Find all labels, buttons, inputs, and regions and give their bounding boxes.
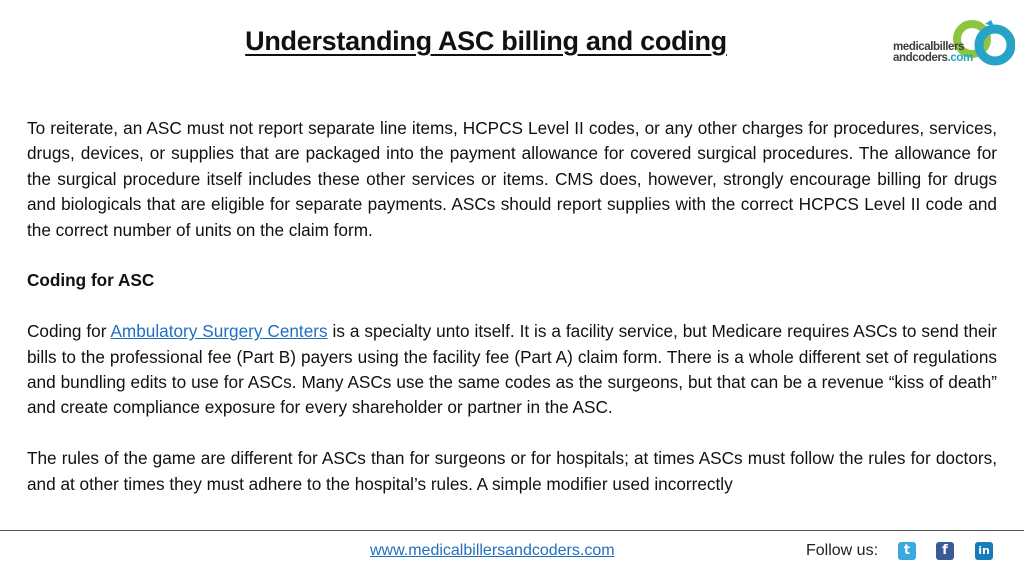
footer-website-link[interactable]: www.medicalbillersandcoders.com: [370, 542, 615, 559]
ambulatory-surgery-centers-link[interactable]: Ambulatory Surgery Centers: [110, 321, 328, 342]
brand-logo[interactable]: [893, 12, 1015, 74]
facebook-icon[interactable]: f: [936, 542, 954, 560]
linkedin-icon[interactable]: in: [975, 542, 993, 560]
footer-divider: [0, 530, 1024, 531]
page-title: Understanding ASC billing and coding: [245, 26, 727, 56]
follow-us-label: Follow us:: [806, 542, 879, 559]
body-text: [27, 116, 997, 530]
logo-wordmark: [893, 42, 973, 64]
paragraph-1: To reiterate, an ASC must not report separate line items, HCPCS Level II codes, or any other charges for procedures, services, drugs, devices, or supplies that are packaged into the payment allowance for covered surgical procedures. The allowance for the surgical procedure itself includes these other services or items. CMS does, however, strongly encourage billing for drugs and biologicals that are eligible for separate payments. ASCs should report supplies with the correct HCPCS Level II code and the correct number of units on the claim form.: [27, 118, 997, 240]
paragraph-3: The rules of the game are different for ASCs than for surgeons or for hospitals; at times ASCs must follow the rules for doctors, and at other times they must adhere to the hospital’s rules. A simple modifier used incorrectly: [27, 448, 997, 494]
logo-line-2: andcoders.com: [893, 52, 973, 64]
logo-line-1: medicalbillers: [893, 41, 965, 53]
paragraph-2: Coding for Ambulatory Surgery Centers is a specialty unto itself. It is a facility service, but Medicare requires ASCs to send their bills to the professional fee (Part B) payers using the facility fee (Part A) claim form. There is a whole different set of regulations and bundling edits to use for ASCs. Many ASCs use the same codes as the surgeons, but that can be a revenue “kiss of death” and create compliance exposure for every shareholder or partner in the ASC.: [27, 321, 997, 418]
section-heading: Coding for ASC: [27, 270, 155, 291]
twitter-icon[interactable]: t: [898, 542, 916, 560]
